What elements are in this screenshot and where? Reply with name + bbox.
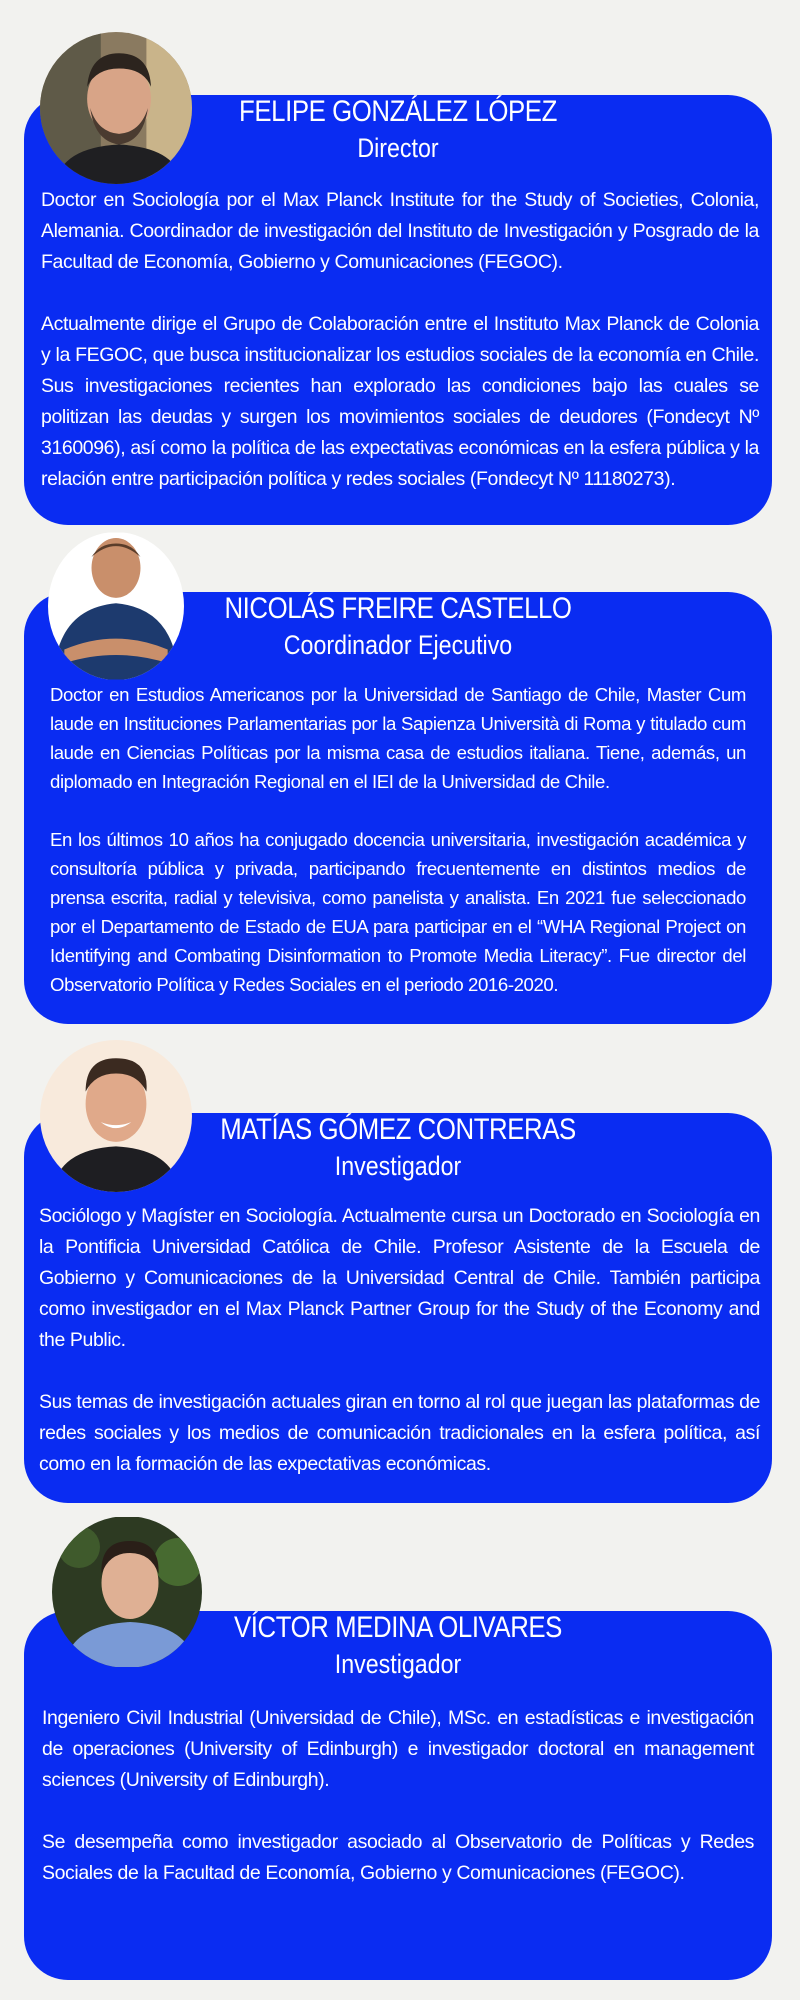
avatar-victor	[52, 1516, 202, 1668]
avatar-felipe	[40, 32, 192, 184]
profile-name: MATÍAS GÓMEZ CONTRERAS	[220, 1113, 576, 1146]
profile-role: Investigador	[334, 1151, 462, 1181]
profile-role: Director	[357, 133, 439, 163]
bio-paragraph: Actualmente dirige el Grupo de Colaboración entre el Instituto Max Planck de Colonia y la FEGOC, que busca institucionalizar los estudios sociales de la economía en Chile. Sus investigaciones recientes han explorado las condiciones bajo las cuales se politizan las deudas y surgen los movimientos sociales de deudores (Fondecyt Nº 3160096), así como la política de las expectativas económicas en la esfera pública y la relación entre participación política y redes sociales (Fondecyt Nº 11180273).	[41, 313, 759, 490]
avatar-nicolas	[48, 532, 184, 680]
profile-name: VÍCTOR MEDINA OLIVARES	[234, 1611, 562, 1644]
profile-name: FELIPE GONZÁLEZ LÓPEZ	[239, 95, 557, 128]
profile-bio	[50, 680, 746, 999]
bio-paragraph: Se desempeña como investigador asociado al Observatorio de Políticas y Redes Sociales de la Facultad de Economía, Gobierno y Comunicaciones (FEGOC).	[42, 1831, 754, 1884]
profile-name: NICOLÁS FREIRE CASTELLO	[224, 592, 572, 625]
bio-paragraph: Doctor en Estudios Americanos por la Universidad de Santiago de Chile, Master Cum laude en Instituciones Parlamentarias por la Sapienza Università di Roma y titulado cum laude en Ciencias Políticas por la misma casa de estudios italiana. Tiene, además, un diplomado en Integración Regional en el IEI de la Universidad de Chile.	[50, 684, 746, 792]
profile-role: Investigador	[334, 1649, 462, 1679]
profile-bio	[39, 1201, 760, 1480]
profile-bio	[41, 185, 759, 495]
portrait-icon	[40, 1040, 192, 1192]
bio-paragraph: Doctor en Sociología por el Max Planck Institute for the Study of Societies, Colonia, Alemania. Coordinador de investigación del Instituto de Investigación y Posgrado de la Facultad de Economía, Gobierno y Comunicaciones (FEGOC).	[41, 189, 759, 273]
bio-paragraph: Sociólogo y Magíster en Sociología. Actualmente cursa un Doctorado en Sociología en la Pontificia Universidad Católica de Chile. Profesor Asistente de la Escuela de Gobierno y Comunicaciones de la Universidad Central de Chile. También participa como investigador en el Max Planck Partner Group for the Study of the Economy and the Public.	[39, 1205, 760, 1351]
portrait-icon	[52, 1516, 202, 1668]
avatar-matias	[40, 1040, 192, 1192]
bio-paragraph: Ingeniero Civil Industrial (Universidad de Chile), MSc. en estadísticas e investigación de operaciones (University of Edinburgh) e investigador doctoral en management sciences (University of Edinburgh).	[42, 1707, 754, 1791]
portrait-icon	[48, 532, 184, 680]
bio-paragraph: Sus temas de investigación actuales giran en torno al rol que juegan las plataformas de redes sociales y los medios de comunicación tradicionales en la esfera política, así como en la formación de las expectativas económicas.	[39, 1391, 760, 1475]
bio-paragraph: En los últimos 10 años ha conjugado docencia universitaria, investigación académica y consultoría pública y privada, participando frecuentemente en distintos medios de prensa escrita, radial y televisiva, como panelista y analista. En 2021 fue seleccionado por el Departamento de Estado de EUA para participar en el “WHA Regional Project on Identifying and Combating Disinformation to Promote Media Literacy”. Fue director del Observatorio Política y Redes Sociales en el periodo 2016-2020.	[50, 829, 746, 995]
profile-role: Coordinador Ejecutivo	[283, 630, 513, 660]
profile-bio	[42, 1703, 754, 1889]
portrait-icon	[40, 32, 192, 184]
